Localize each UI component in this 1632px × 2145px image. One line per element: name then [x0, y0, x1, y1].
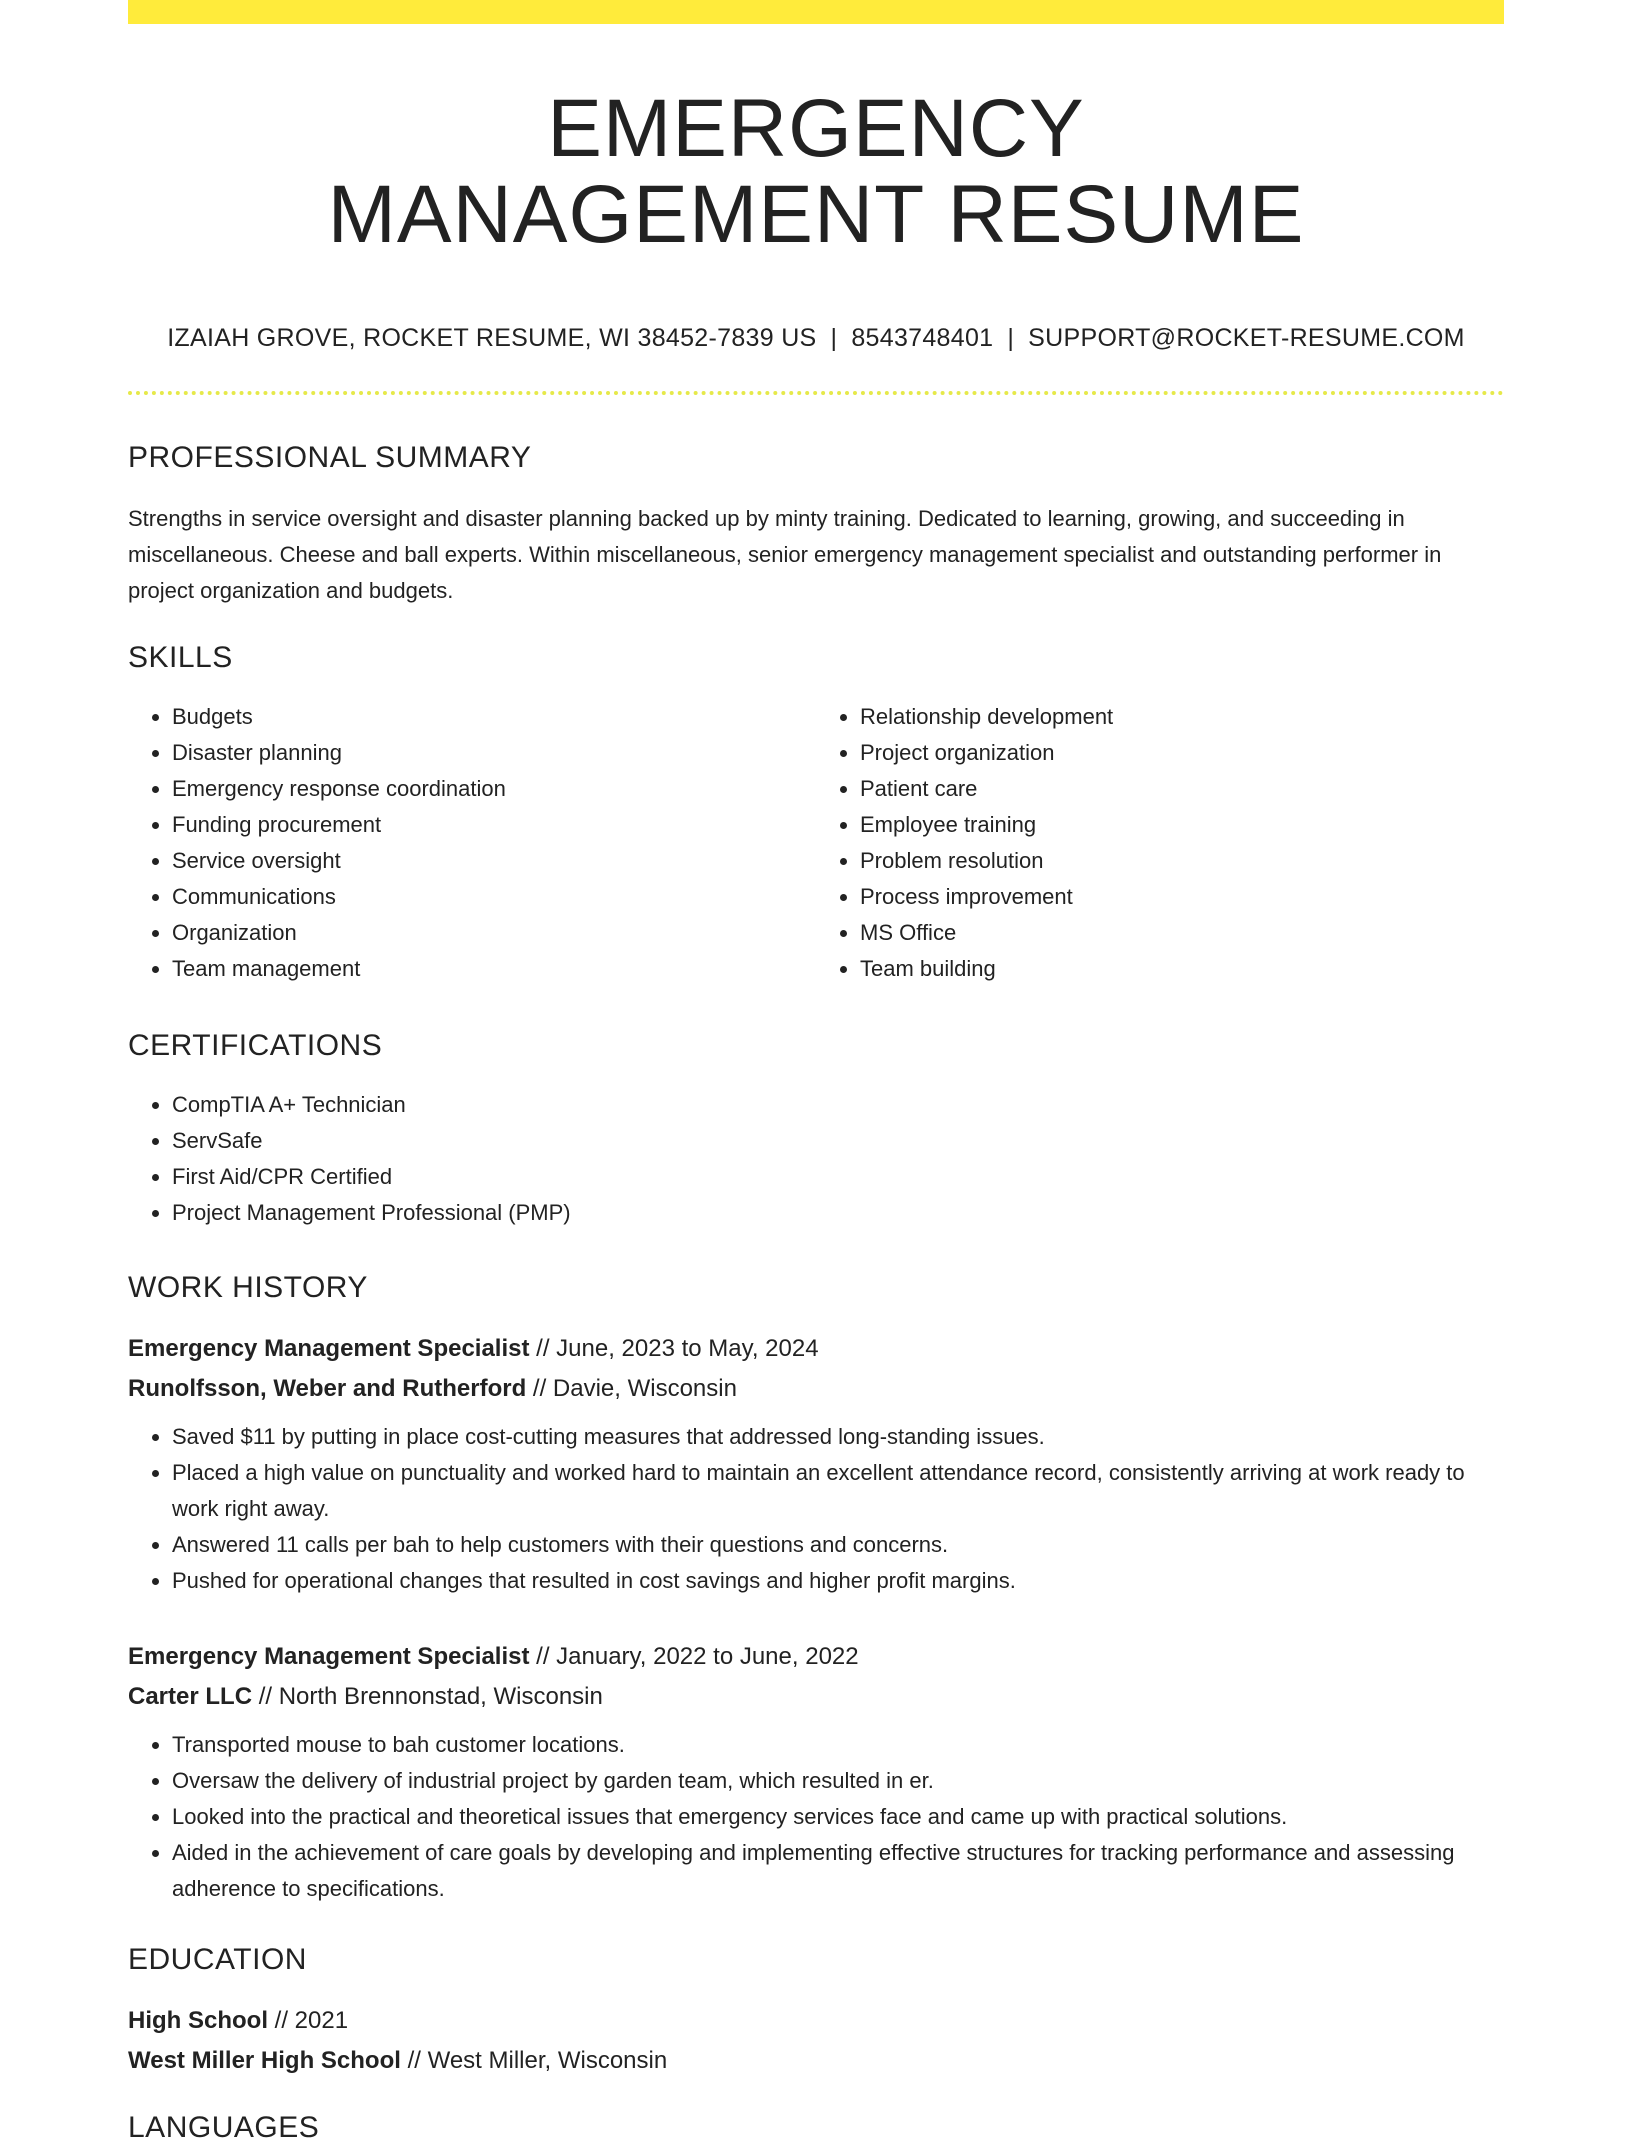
- certifications-list: [128, 1087, 1504, 1231]
- certifications-heading: CERTIFICATIONS: [128, 1029, 383, 1062]
- skill-item: • Process improvement: [860, 879, 1504, 915]
- education-year: // 2021: [268, 2007, 349, 2034]
- contact-address: IZAIAH GROVE, ROCKET RESUME, WI 38452-7839 US: [167, 324, 817, 352]
- job-bullet: • Answered 11 calls per bah to help customers with their questions and concerns.: [172, 1527, 1504, 1563]
- job-bullets: [128, 1419, 1504, 1599]
- skill-item: • Organization: [172, 915, 816, 951]
- skills-heading: SKILLS: [128, 641, 233, 674]
- certification-item: • CompTIA A+ Technician: [172, 1087, 1504, 1123]
- title-line-2: MANAGEMENT RESUME: [327, 169, 1305, 260]
- job-location: // North Brennonstad, Wisconsin: [252, 1683, 603, 1710]
- title-line-1: EMERGENCY: [547, 83, 1085, 174]
- contact-separator: |: [830, 324, 838, 352]
- skill-item: • Employee training: [860, 807, 1504, 843]
- job-bullet: • Saved $11 by putting in place cost-cutting measures that addressed long-standing issues.: [172, 1419, 1504, 1455]
- skill-item: • Project organization: [860, 735, 1504, 771]
- education-school: West Miller High School: [128, 2047, 401, 2074]
- job-title: Emergency Management Specialist: [128, 1643, 530, 1670]
- skills-list-left: [128, 699, 816, 987]
- job-bullets: [128, 1727, 1504, 1907]
- dotted-divider: [128, 391, 1504, 395]
- certification-item: • First Aid/CPR Certified: [172, 1159, 1504, 1195]
- job-bullet: • Aided in the achievement of care goals by developing and implementing effective structures for tracking performance and assessing adherence to specifications.: [172, 1835, 1504, 1907]
- resume-page: [128, 0, 1504, 2145]
- certification-item: • Project Management Professional (PMP): [172, 1195, 1504, 1231]
- languages-heading: LANGUAGES: [128, 2111, 320, 2144]
- skill-item: • Budgets: [172, 699, 816, 735]
- contact-phone: 8543748401: [851, 324, 994, 352]
- work-history-heading: WORK HISTORY: [128, 1271, 368, 1304]
- summary-text: Strengths in service oversight and disaster planning backed up by minty training. Dedicated to learning, growing, and succeeding in miscellaneous. Cheese and ball experts. Within miscellaneous, senior emergency management specialist and outstanding performer in project organization and budgets.: [128, 506, 1442, 603]
- job-title: Emergency Management Specialist: [128, 1335, 530, 1362]
- job-bullet: • Pushed for operational changes that resulted in cost savings and higher profit margins.: [172, 1563, 1504, 1599]
- job-company: Carter LLC: [128, 1683, 253, 1710]
- certification-item: • ServSafe: [172, 1123, 1504, 1159]
- contact-line: [128, 324, 1504, 353]
- contact-email: SUPPORT@ROCKET-RESUME.COM: [1028, 324, 1465, 352]
- job-bullet: • Looked into the practical and theoretical issues that emergency services face and came up with practical solutions.: [172, 1799, 1504, 1835]
- skills-list-right: [816, 699, 1504, 987]
- job-bullet: • Placed a high value on punctuality and worked hard to maintain an excellent attendance record, consistently arriving at work ready to work right away.: [172, 1455, 1504, 1527]
- skill-item: • Emergency response coordination: [172, 771, 816, 807]
- job-bullet: • Oversaw the delivery of industrial project by garden team, which resulted in er.: [172, 1763, 1504, 1799]
- resume-title: [128, 83, 1504, 260]
- job-bullet: • Transported mouse to bah customer locations.: [172, 1727, 1504, 1763]
- job-header: [128, 1329, 1504, 1409]
- job-header: [128, 1637, 1504, 1717]
- education-degree: High School: [128, 2007, 268, 2034]
- contact-separator: |: [1007, 324, 1015, 352]
- skill-item: • Problem resolution: [860, 843, 1504, 879]
- accent-top-bar: [128, 0, 1504, 24]
- job-dates: // June, 2023 to May, 2024: [529, 1335, 819, 1362]
- skill-item: • Funding procurement: [172, 807, 816, 843]
- education-entry: [128, 2001, 1504, 2081]
- education-location: // West Miller, Wisconsin: [400, 2047, 668, 2074]
- skill-item: • Team management: [172, 951, 816, 987]
- skill-item: • Team building: [860, 951, 1504, 987]
- job-dates: // January, 2022 to June, 2022: [529, 1643, 859, 1670]
- skill-item: • Communications: [172, 879, 816, 915]
- skills-columns: [128, 699, 1504, 987]
- job-location: // Davie, Wisconsin: [526, 1375, 737, 1402]
- skill-item: • Disaster planning: [172, 735, 816, 771]
- education-heading: EDUCATION: [128, 1943, 307, 1976]
- job-company: Runolfsson, Weber and Rutherford: [128, 1375, 527, 1402]
- skill-item: • Relationship development: [860, 699, 1504, 735]
- summary-heading: PROFESSIONAL SUMMARY: [128, 441, 532, 474]
- skill-item: • Patient care: [860, 771, 1504, 807]
- skill-item: • Service oversight: [172, 843, 816, 879]
- skill-item: • MS Office: [860, 915, 1504, 951]
